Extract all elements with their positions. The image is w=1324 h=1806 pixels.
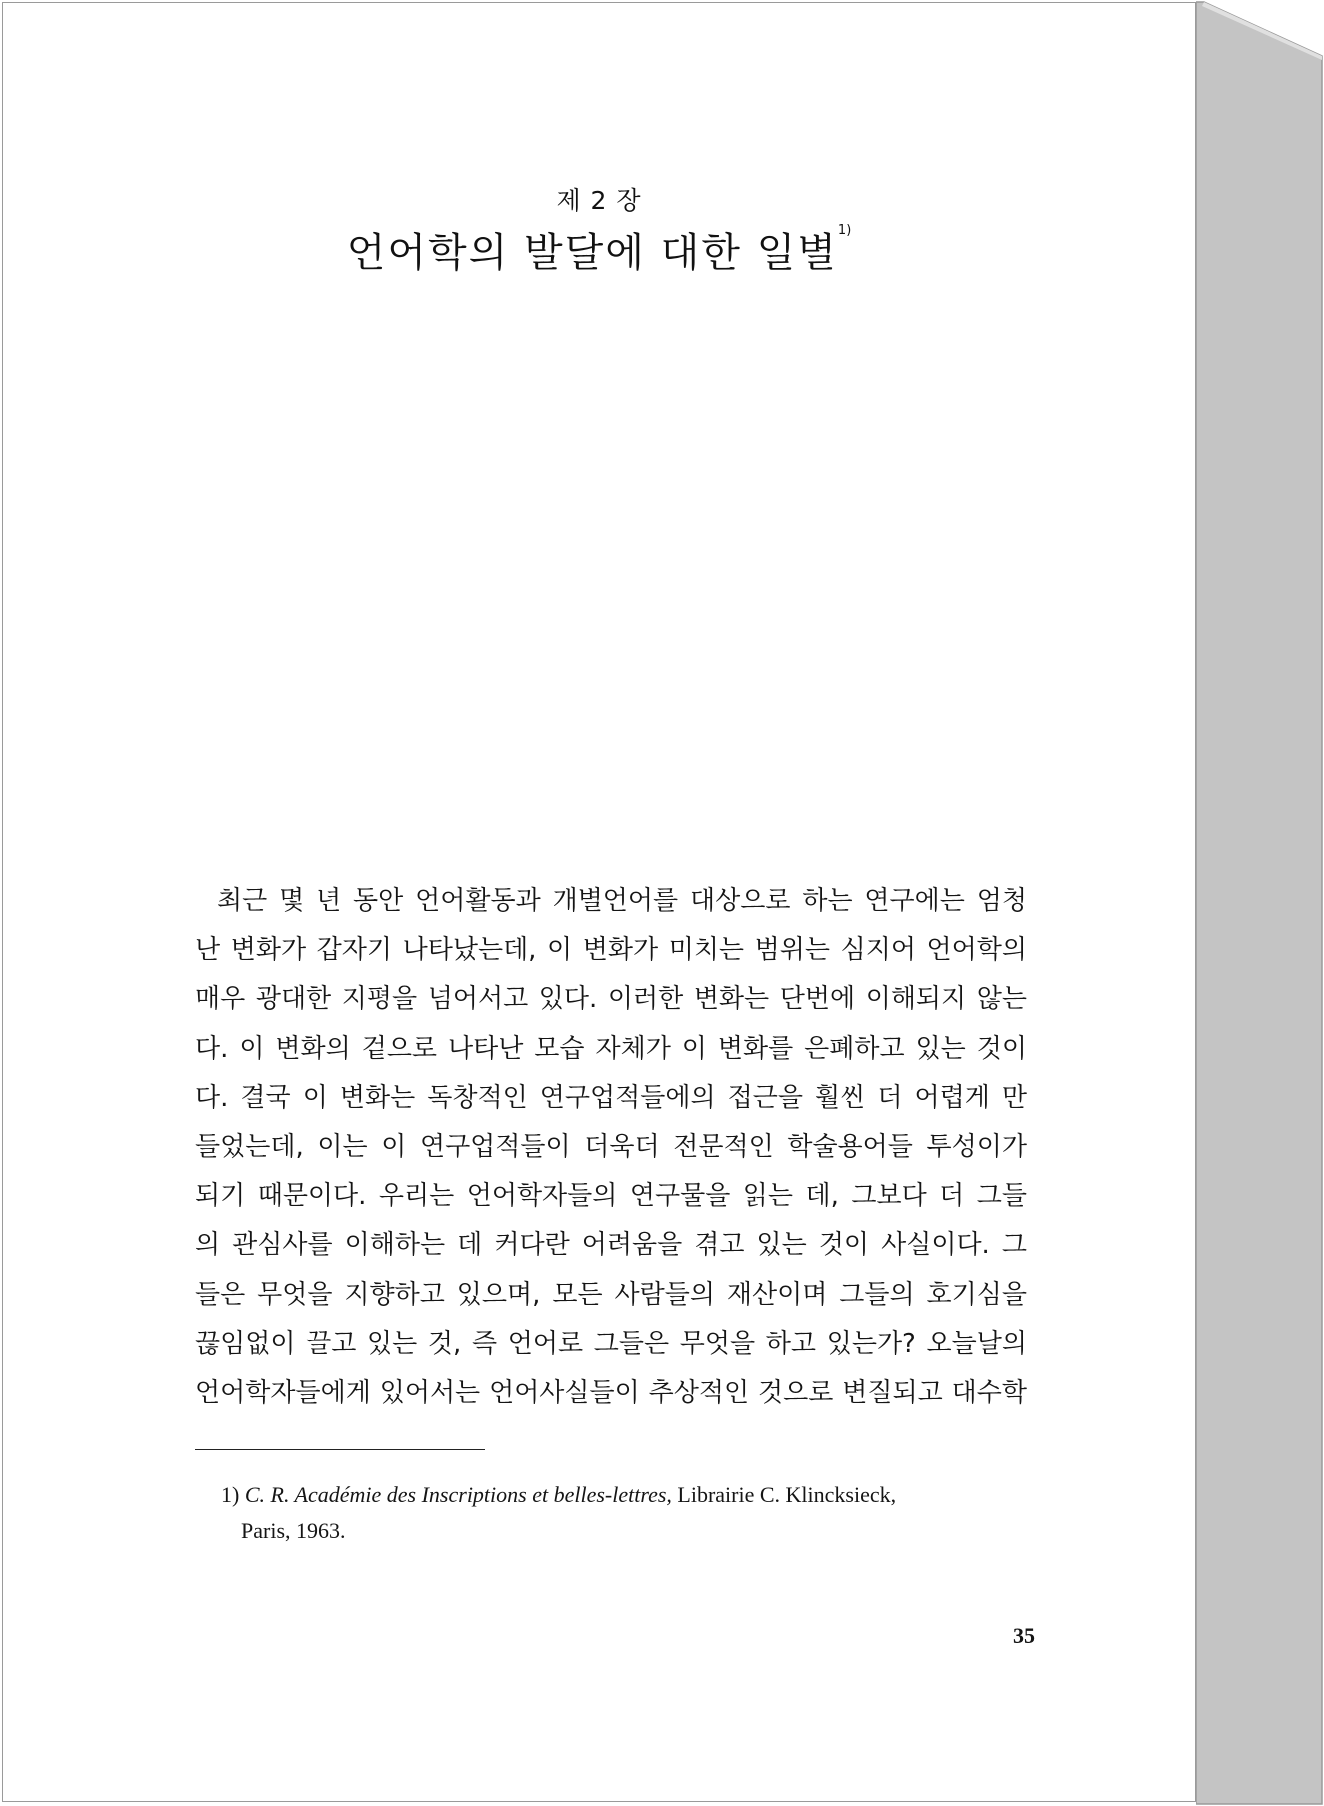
page-number: 35 [1013,1623,1035,1648]
chapter-title-text: 언어학의 발달에 대한 일별 [346,230,838,276]
body-line: 난 변화가 갑자기 나타났는데, 이 변화가 미치는 범위는 심지어 언어학의 [195,935,1027,966]
body-line: 되기 때문이다. 우리는 언어학자들의 연구물을 읽는 데, 그보다 더 그들 [195,1181,1027,1212]
body-line: 다. 결국 이 변화는 독창적인 연구업적들에의 접근을 훨씬 더 어렵게 만 [195,1082,1027,1113]
book-edge [1196,0,1324,1806]
footnote-publisher: Librairie C. Klincksieck, [677,1482,897,1507]
body-line: 끊임없이 끌고 있는 것, 즉 언어로 그들은 무엇을 하고 있는가? 오늘날의 [195,1328,1027,1359]
footnote-divider [195,1449,485,1450]
footnote [221,1477,1029,1549]
footnote-line-1 [221,1477,1029,1513]
body-line: 최근 몇 년 동안 언어활동과 개별언어를 대상으로 하는 연구에는 엄청 [217,886,1027,916]
book-page [2,2,1196,1802]
footnote-italic-title: C. R. Académie des Inscriptions et belles-lettres, [244,1482,672,1507]
chapter-title [3,221,1195,278]
body-line: 들은 무엇을 지향하고 있으며, 모든 사람들의 재산이며 그들의 호기심을 [195,1279,1027,1310]
footnote-reference: 1) [837,223,852,238]
chapter-label: 제 2 장 [556,186,642,215]
body-line: 들었는데, 이는 이 연구업적들이 더욱더 전문적인 학술용어들 투성이가 [195,1131,1027,1162]
body-line: 언어학자들에게 있어서는 언어사실들이 추상적인 것으로 변질되고 대수학 [195,1377,1027,1408]
body-paragraph [195,877,1027,1418]
body-line: 의 관심사를 이해하는 데 커다란 어려움을 겪고 있는 것이 사실이다. 그 [195,1230,1027,1261]
footnote-place-year: Paris, 1963. [241,1518,346,1543]
footnote-number: 1) [221,1482,240,1507]
body-line: 다. 이 변화의 겉으로 나타난 모습 자체가 이 변화를 은폐하고 있는 것이 [195,1033,1027,1064]
body-line: 매우 광대한 지평을 넘어서고 있다. 이러한 변화는 단번에 이해되지 않는 [195,984,1027,1015]
